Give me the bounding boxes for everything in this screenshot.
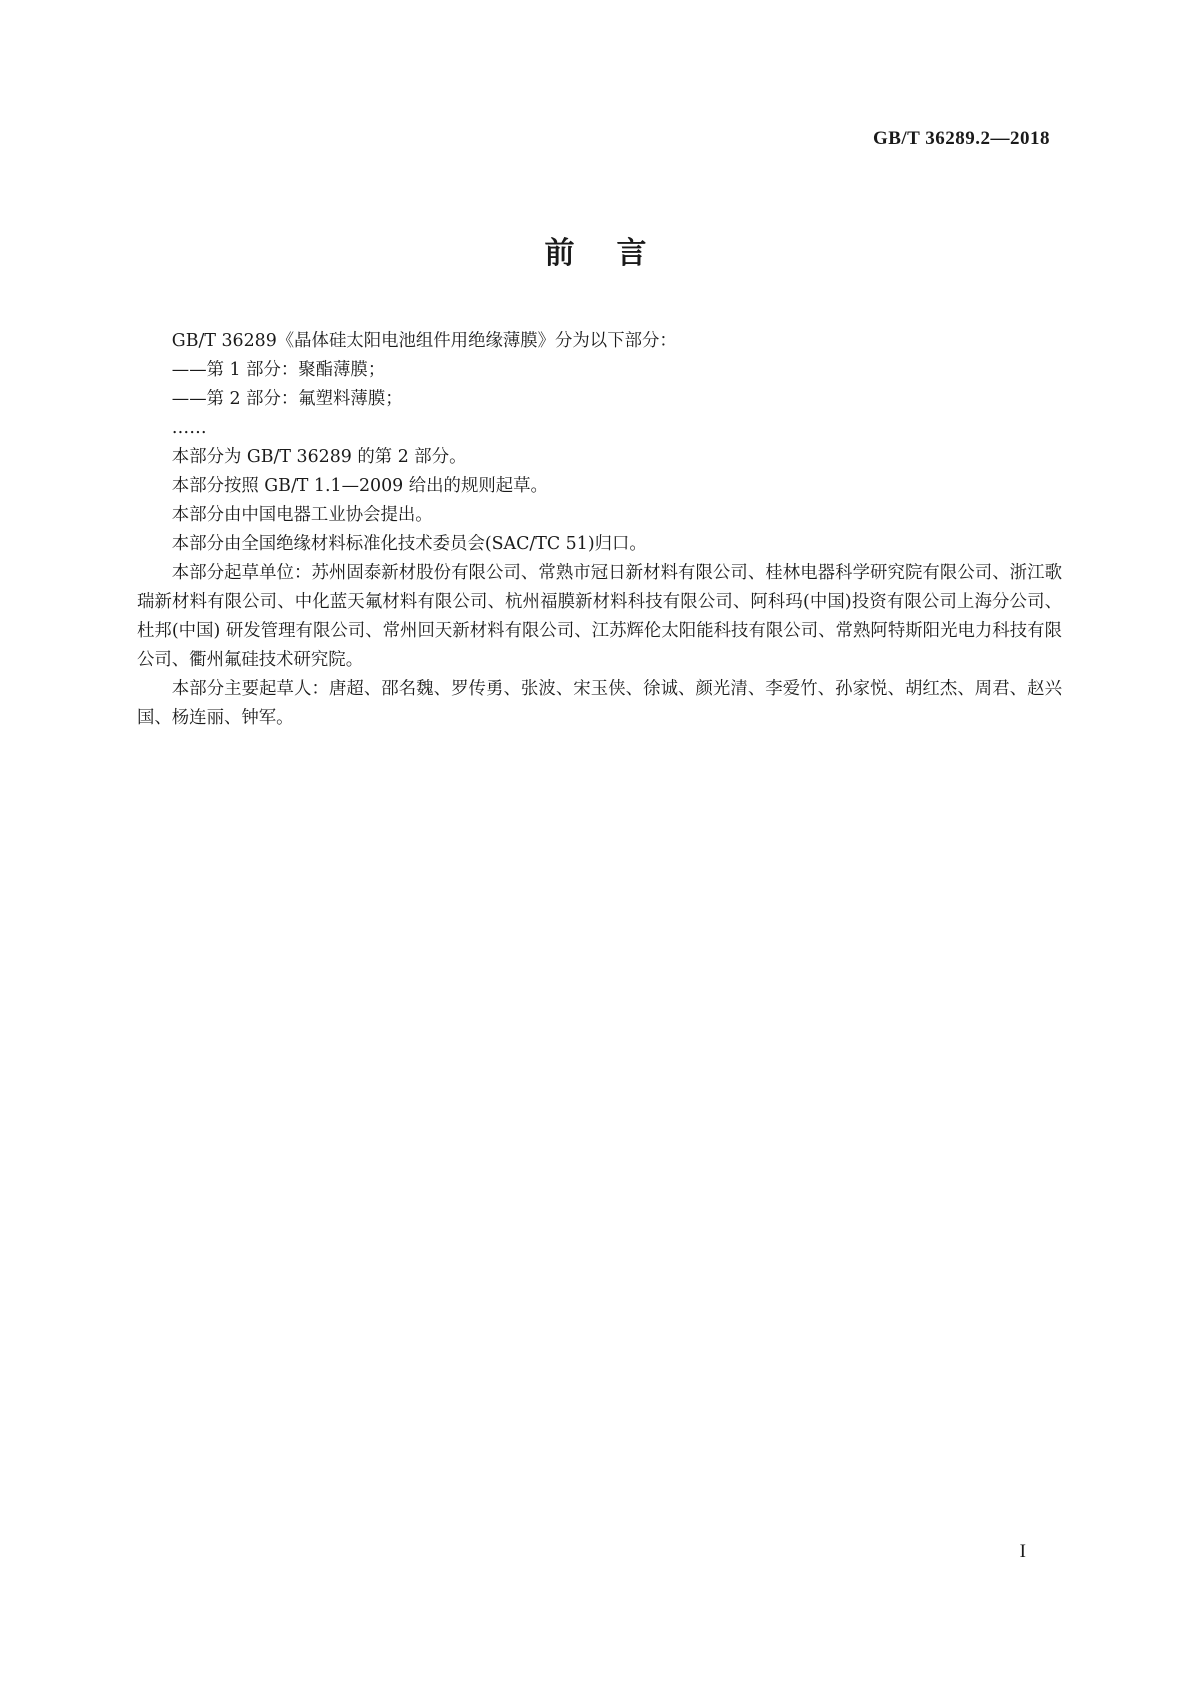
paragraph-part-2: ——第 2 部分：氟塑料薄膜； — [171, 389, 403, 409]
paragraph-parts-intro: GB/T 36289《晶体硅太阳电池组件用绝缘薄膜》分为以下部分： — [171, 331, 677, 351]
standard-code: GB/T 36289.2—2018 — [872, 128, 1050, 149]
page-title: 前言 — [544, 236, 689, 271]
paragraph-part-statement: 本部分为 GB/T 36289 的第 2 部分。 — [171, 447, 467, 467]
paragraph-proposer: 本部分由中国电器工业协会提出。 — [171, 505, 433, 525]
paragraph-drafting-units: 本部分起草单位：苏州固泰新材股份有限公司、常熟市冠日新材料有限公司、桂林电器科学研究院有限公司、浙江歌瑞新材料有限公司、中化蓝天氟材料有限公司、杭州福膜新材料科技有限公司、阿科玛(中国)投资有限公司上海分公司、杜邦(中国) 研发管理有限公司、常州回天新材料有限公司、江苏辉伦太阳能科技有限公司、常熟阿特斯阳光电力科技有限公司、衢州氟硅技术研究院。 — [137, 563, 1062, 670]
page-number: I — [1019, 1541, 1026, 1562]
foreword-body — [137, 327, 1062, 733]
paragraph-part-1: ——第 1 部分：聚酯薄膜； — [171, 360, 386, 380]
paragraph-drafters: 本部分主要起草人：唐超、邵名魏、罗传勇、张波、宋玉侠、徐诚、颜光清、李爱竹、孙家悦、胡红杰、周君、赵兴国、杨连丽、钟军。 — [137, 679, 1062, 728]
paragraph-committee: 本部分由全国绝缘材料标准化技术委员会(SAC/TC 51)归口。 — [171, 534, 647, 554]
paragraph-drafting-rules: 本部分按照 GB/T 1.1—2009 给出的规则起草。 — [171, 476, 548, 496]
paragraph-ellipsis: …… — [171, 418, 207, 438]
